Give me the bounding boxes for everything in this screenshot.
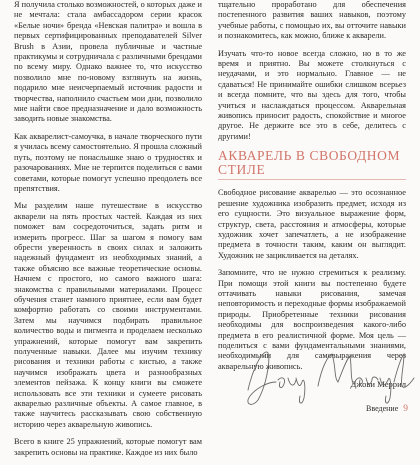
left-column: [14, 0, 202, 465]
left-paragraph-4: Всего в книге 25 упражнений, которые помогут вам закрепить основы на практике. Каждое из них было: [14, 437, 202, 457]
right-intro-paragraph-2: Изучать что-то новое всегда сложно, но в то же время и приятно. Вы можете столкнуться с неудачами, и это нормально. Главное — не сдаваться! Не принимайте ошибки слишком всерьез и всегда помните, что вы здесь для того, чтобы учиться и наслаждаться процессом. Акварельная живопись приносит радость, спокойствие и многое другое. Не держите все это в себе, делитесь с другими!: [218, 48, 406, 141]
left-paragraph-2: Как акварелист-самоучка, в начале творческого пути я училась всему самостоятельно. Я прошла сложный путь, поэтому не понаслышке знаю о трудностях и разочарованиях. Мне не терпится поделиться с вами советами, которые помогут успешно преодолеть все препятствия.: [14, 131, 202, 193]
section-heading-line-1: АКВАРЕЛЬ В СВОБОДНОМ: [218, 148, 401, 164]
page-number: 9: [403, 404, 408, 414]
author-signature: [238, 342, 418, 412]
right-intro-paragraph-1: тщательно проработано для обеспечения постепенного развития ваших навыков, поэтому учебные работы, с помощью их, вы отточите навыки и познакомитесь, как можно, ближе к акварели.: [218, 0, 406, 41]
section-paragraph-1: Свободное рисование акварелью — это осознанное решение художника изобразить предмет, исходя из его сущности. Это визуальное выражение форм, структур, света, расстояния и атмосферы, которые художник хочет запечатлеть, а не изображение предмета в точности таким, каким он выглядит. Художник не зацикливается на деталях.: [218, 188, 406, 260]
section-paragraph-2: Запомните, что не нужно стремиться к реализму. При помощи этой книги вы постепенно будете оттачивать навыки рисования, замечая неповторимость и переходные формы изображаемой природы. Приобретенные техники рисования необходимы для воспроизведения какого-либо предмета в его реалистичной форме. Моя цель — поделиться с вами фундаментальными знаниями, необходимыми для самовыражения через акварельную живопись.: [218, 268, 406, 371]
left-paragraph-1: Я получила столько возможностей, о которых даже и не мечтала: стала амбассадором серии красок «Белые ночи» бренда «Невская палитра» и вошла в первых сертифицированных преподавателей Silver Brush в Азии, провела публичные и частные практикумы и сотрудничала с различными брендами по всему миру. Однако важнее то, что искусство позволило мне по-новому взглянуть на жизнь, подарило мне неисчерпаемый источник радости и творчества, наполнило счастьем мои дни, позволило мне найти свое предназначение и дало возможность заводить новые знакомства.: [14, 0, 202, 124]
section-heading-line-2: СТИЛЕ: [218, 162, 266, 178]
heading-divider: [218, 179, 406, 180]
section-heading: [218, 149, 406, 177]
author-name: Джови Меррил: [350, 379, 406, 390]
footer-section-label: Введение: [366, 404, 399, 413]
left-paragraph-3: Мы разделим наше путешествие в искусство акварели на пять простых частей. Каждая из них поможет вам сосредоточиться, задать ритм и измерить прогресс. Шаг за шагом я помогу вам обрести уверенность в своих силах и заложить надежный фундамент из необходимых знаний, а также объясню все важные теоретические основы. Начнем с простого, но самого важного шага: знакомства с правильными материалами. Процесс обучения станет намного приятнее, если вам будет комфортно работать со своими инструментами. Затем мы научимся подбирать правильное количество воды и пигмента и проделаем несколько упражнений, которые помогут вам закрепить полученные навыки. Далее мы изучим технику рисования и техники работы с кистью, а также научимся изображать цвета и разнообразных элементов пейзажа. К концу книги вы сможете использовать все эти техники и сумеете рисовать акварелью различные объекты. А самое главное, в также научитесь рассказывать свою собственную историю через акварельную живопись.: [14, 201, 202, 429]
page-footer: [366, 404, 408, 414]
right-column: [218, 0, 406, 390]
